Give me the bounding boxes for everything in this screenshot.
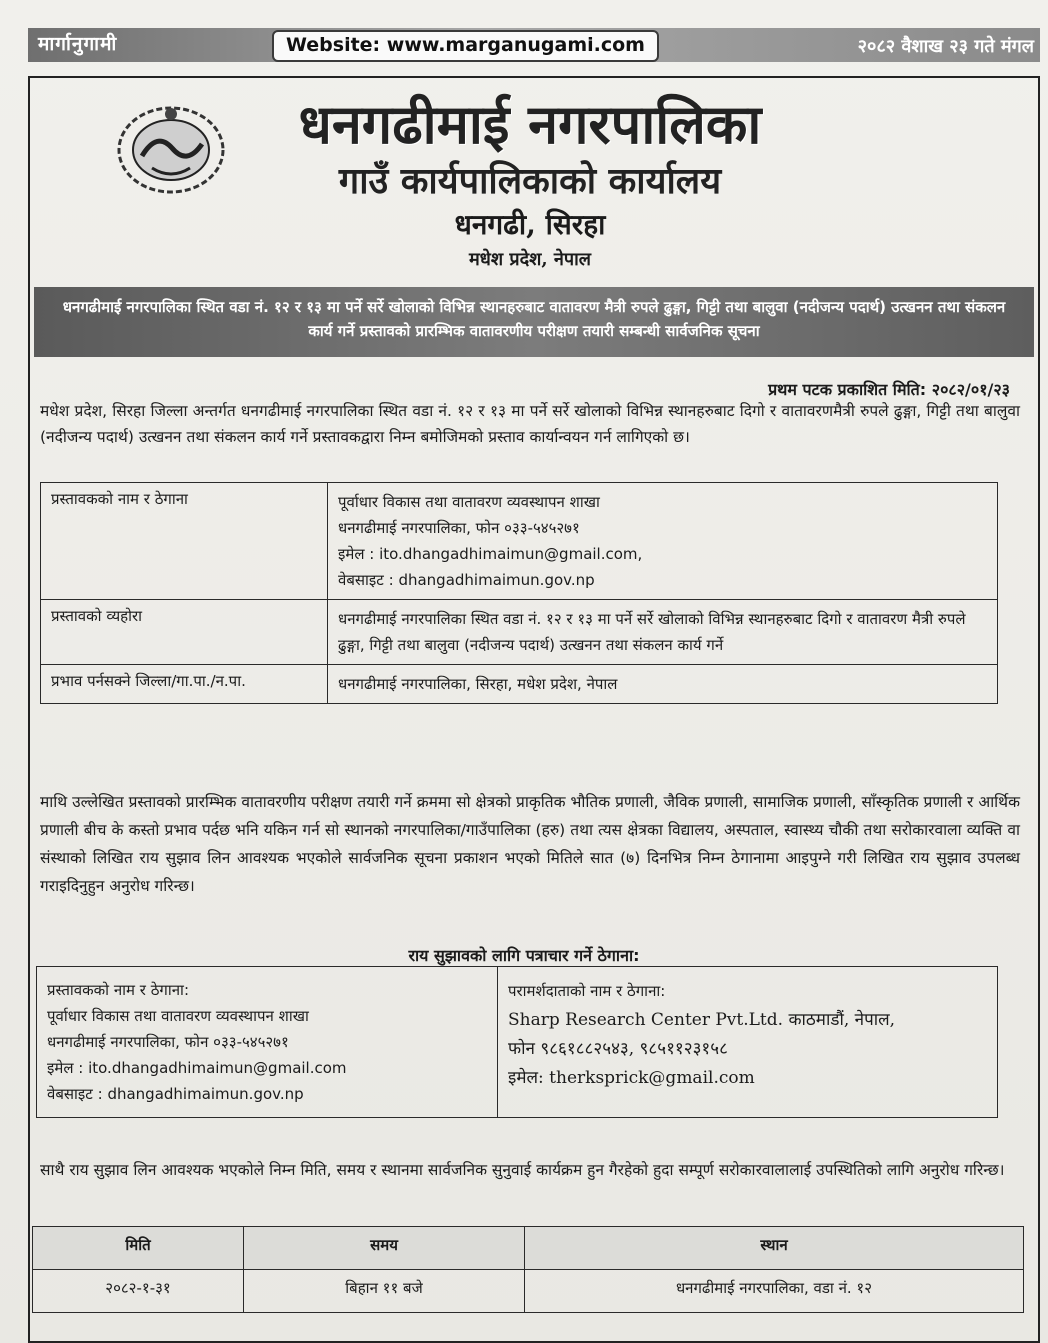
hearing-place: धनगढीमाई नगरपालिका, वडा नं. १२	[525, 1270, 1024, 1313]
nepal-emblem-icon	[112, 96, 230, 196]
office-subtitle: गाउँ कार्यपालिकाको कार्यालय	[338, 160, 722, 202]
table-row	[41, 665, 998, 704]
intro-paragraph: मधेश प्रदेश, सिरहा जिल्ला अन्तर्गत धनगढीमाई नगरपालिका स्थित वडा नं. १२ र १३ मा पर्ने सर्रे खोलाको विभिन्न स्थानहरुबाट दिगो र वातावरणमैत्री रुपले ढुङ्गा, गिट्टी तथा बालुवा (नदीजन्य पदार्थ) उत्खनन तथा संकलन कार्य गर्ने प्रस्तावकद्वारा निम्न बमोजिमको प्रस्ताव कार्यान्वयन गर्न लागिएको छ।	[40, 402, 1020, 446]
affected-area-value: धनगढीमाई नगरपालिका, सिरहा, मधेश प्रदेश, नेपाल	[328, 665, 998, 704]
time-column-header: समय	[244, 1227, 525, 1270]
table-row	[37, 967, 998, 1118]
table-row	[41, 483, 998, 600]
contact-line: इमेल: therksprick@gmail.com	[508, 1068, 755, 1088]
consultant-contact	[498, 967, 998, 1118]
proposal-subject-value: धनगढीमाई नगरपालिका स्थित वडा नं. १२ र १३ मा पर्ने सर्रे खोलाको विभिन्न स्थानहरुबाट दिगो र वातावरण मैत्री रुपले ढुङ्गा, गिट्टी तथा बालुवा (नदीजन्य पदार्थ) उत्खनन तथा संकलन कार्य गर्ने	[328, 600, 998, 665]
hearing-table	[32, 1226, 1024, 1313]
contact-line: पूर्वाधार विकास तथा वातावरण व्यवस्थापन शाखा	[47, 1007, 309, 1025]
request-paragraph: माथि उल्लेखित प्रस्तावको प्रारम्भिक वातावरणीय परीक्षण तयारी गर्ने क्रममा सो क्षेत्रको प्राकृतिक भौतिक प्रणाली, जैविक प्रणाली, सामाजिक प्रणाली, साँस्कृतिक प्रणाली र आर्थिक प्रणाली बीच के कस्तो प्रभाव पर्दछ भनि यकिन गर्न सो स्थानको नगरपालिका/गाउँपालिका (हरु) तथा त्यस क्षेत्रका विद्यालय, अस्पताल, स्वास्थ्य चौकी तथा सरोकारवाला व्यक्ति वा संस्थाको लिखित राय सुझाव लिन आवश्यक भएकोले सार्वजनिक सूचना प्रकाशन भएको मितिले सात (७) दिनभित्र निम्न ठेगानामा आइपुग्ने गरी लिखित राय सुझाव उपलब्ध गराइदिनुहुन अनुरोध गरिन्छ।	[40, 793, 1020, 895]
contact-line: फोन ९८६१८८२५४३, ९८५११२३१५८	[508, 1039, 728, 1059]
hearing-date: २०८२-१-३१	[33, 1270, 244, 1313]
table-row	[41, 600, 998, 665]
proposer-line: इमेल : ito.dhangadhimaimun@gmail.com,	[338, 545, 643, 563]
proposer-details	[328, 483, 998, 600]
place-column-header: स्थान	[525, 1227, 1024, 1270]
proposer-line: धनगढीमाई नगरपालिका, फोन ०३३-५४५२७१	[338, 519, 580, 537]
hearing-time: बिहान ११ बजे	[244, 1270, 525, 1313]
table-row	[33, 1270, 1024, 1313]
affected-area-label: प्रभाव पर्नसक्ने जिल्ला/गा.पा./न.पा.	[41, 665, 328, 704]
proposal-subject-label: प्रस्तावको व्यहोरा	[41, 600, 328, 665]
proposal-table	[40, 482, 998, 704]
masthead-title: मार्गानुगामी	[38, 33, 118, 55]
website-label: Website: www.marganugami.com	[272, 30, 659, 62]
contact-heading: प्रस्तावकको नाम र ठेगाना:	[47, 981, 189, 999]
proposer-line: पूर्वाधार विकास तथा वातावरण व्यवस्थापन शाखा	[338, 493, 600, 511]
proposer-contact	[37, 967, 498, 1118]
contact-line: इमेल : ito.dhangadhimaimun@gmail.com	[47, 1059, 347, 1077]
correspondence-heading: राय सुझावको लागि पत्राचार गर्ने ठेगाना:	[408, 946, 640, 965]
proposer-line: वेबसाइट : dhangadhimaimun.gov.np	[338, 571, 595, 589]
contact-heading: परामर्शदाताको नाम र ठेगाना:	[508, 982, 666, 1000]
first-published-date: प्रथम पटक प्रकाशित मिति: २०८२/०१/२३	[768, 380, 1010, 399]
contact-line: Sharp Research Center Pvt.Ltd. काठमाडौं, नेपाल,	[508, 1010, 896, 1030]
contact-table	[36, 966, 998, 1118]
table-header-row	[33, 1227, 1024, 1270]
municipality-title: धनगढीमाई नगरपालिका	[298, 92, 762, 156]
hearing-paragraph: साथै राय सुझाव लिन आवश्यक भएकोले निम्न मिति, समय र स्थानमा सार्वजनिक सुनुवाई कार्यक्रम हुन गैरहेको हुदा सम्पूर्ण सरोकारवालालाई उपस्थितिको लागि अनुरोध गरिन्छ।	[40, 1161, 1005, 1179]
contact-line: वेबसाइट : dhangadhimaimun.gov.np	[47, 1085, 304, 1103]
publication-date: २०८२ वैशाख २३ गते मंगल	[857, 36, 1034, 57]
contact-line: धनगढीमाई नगरपालिका, फोन ०३३-५४५२७१	[47, 1033, 289, 1051]
date-column-header: मिति	[33, 1227, 244, 1270]
proposer-label: प्रस्तावकको नाम र ठेगाना	[41, 483, 328, 600]
office-place: धनगढी, सिरहा	[454, 208, 606, 241]
province-label: मधेश प्रदेश, नेपाल	[469, 249, 591, 270]
notice-banner: धनगढीमाई नगरपालिका स्थित वडा नं. १२ र १३ मा पर्ने सर्रे खोलाको विभिन्न स्थानहरुबाट वातावरण मैत्री रुपले ढुङ्गा, गिट्टी तथा बालुवा (नदीजन्य पदार्थ) उत्खनन तथा संकलन कार्य गर्ने प्रस्तावको प्रारम्भिक वातावरणीय परीक्षण तयारी सम्बन्धी सार्वजनिक सूचना	[34, 287, 1034, 357]
